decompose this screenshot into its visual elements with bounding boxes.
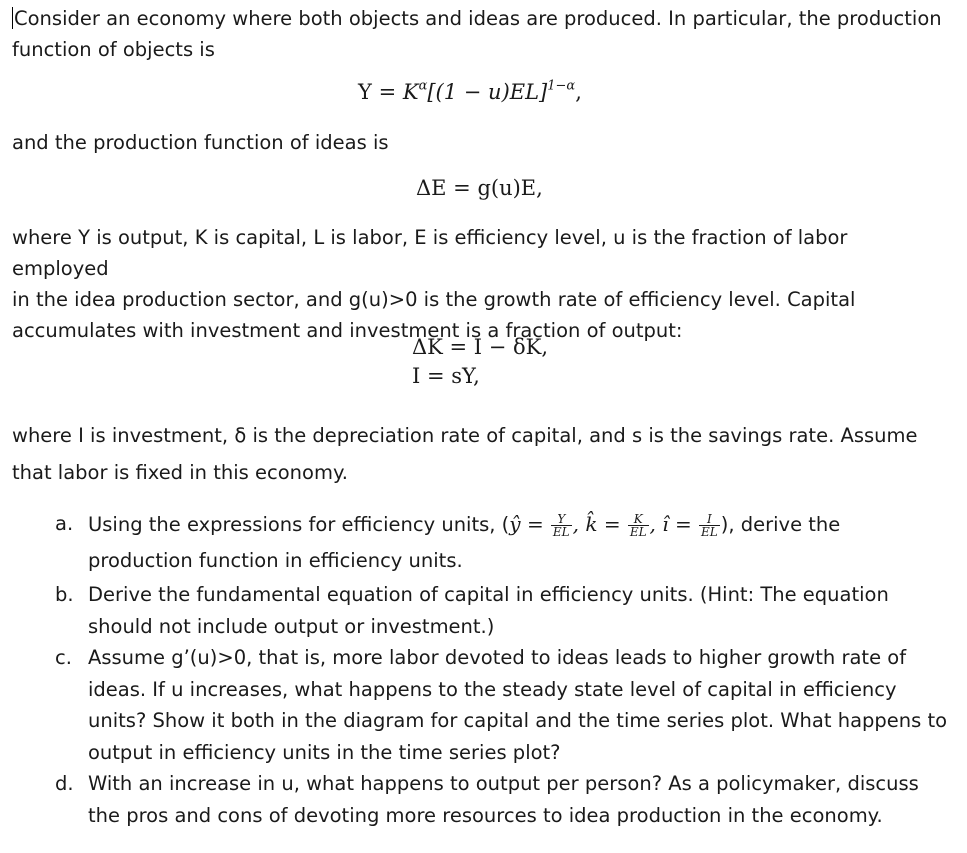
intro-line-1: Consider an economy where both objects and ideas are produced. In particular, the production [14,7,942,30]
question-d-line-2: the pros and cons of devoting more resources to idea production in the economy. [88,803,883,827]
ideas-intro-text: and the production function of ideas is [12,131,389,154]
question-c-line-3: units? Show it both in the diagram for capital and the time series plot. What happens to [88,709,948,732]
question-a [55,506,950,579]
question-d-line-1: With an increase in u, what happens to output per person? As a policymaker, discuss [88,772,919,795]
question-d-marker: d. [55,772,74,795]
investment-line-1: where I is investment, δ is the depreciation rate of capital, and s is the savings rate. Assume [12,424,918,447]
question-b-line-2: should not include output or investment.) [88,614,495,638]
question-c [55,642,950,768]
definitions-paragraph [12,222,942,346]
question-b-marker: b. [55,583,74,606]
question-c-marker: c. [55,646,72,669]
definitions-line-2: in the idea production sector, and g(u)>0 is the growth rate of efficiency level. Capital [12,288,856,311]
intro-line-2: function of objects is [12,38,215,61]
question-c-line-2: ideas. If u increases, what happens to the steady state level of capital in efficiency [88,677,897,701]
question-list [55,506,950,831]
investment-line-2: that labor is fixed in this economy. [12,461,348,484]
fraction-k-over-el: $\frac{K}{EL}$ [629,512,647,539]
text-cursor [12,7,13,29]
question-c-line-1: Assume g’(u)>0, that is, more labor devoted to ideas leads to higher growth rate of [88,646,907,669]
intro-paragraph [12,3,942,65]
definitions-line-1: where Y is output, K is capital, L is labor, E is efficiency level, u is the fraction of labor employed [12,226,848,280]
question-a-line-1: Using the expressions for efficiency units, (ŷ = $\frac{Y}{EL}$ , k̂ = $\frac{K}{EL}$ , î = $\frac{I}{EL}$ ), derive the [88,512,841,539]
capital-accumulation-equation: ΔK = I − δK, [412,335,549,359]
fraction-y-over-el: $\frac{Y}{EL}$ [552,512,570,539]
investment-paragraph [12,417,942,491]
question-b [55,579,950,642]
question-a-line-2: production function in efficiency units. [88,549,463,572]
question-c-line-4: output in efficiency units in the time series plot? [88,740,561,764]
objects-production-equation: $Y = K^\alpha[(1 - u)EL]^{1-\alpha}$, [358,78,582,104]
question-b-line-1: Derive the fundamental equation of capital in efficiency units. (Hint: The equation [88,583,889,606]
ideas-production-equation: ΔE = g(u)E, [416,176,543,200]
definitions-line-3: accumulates with investment and investment is a fraction of output: [12,319,683,342]
investment-equation: I = sY, [412,364,480,388]
question-d [55,768,950,831]
question-a-marker: a. [55,512,74,535]
fraction-i-over-el: $\frac{I}{EL}$ [700,512,718,539]
